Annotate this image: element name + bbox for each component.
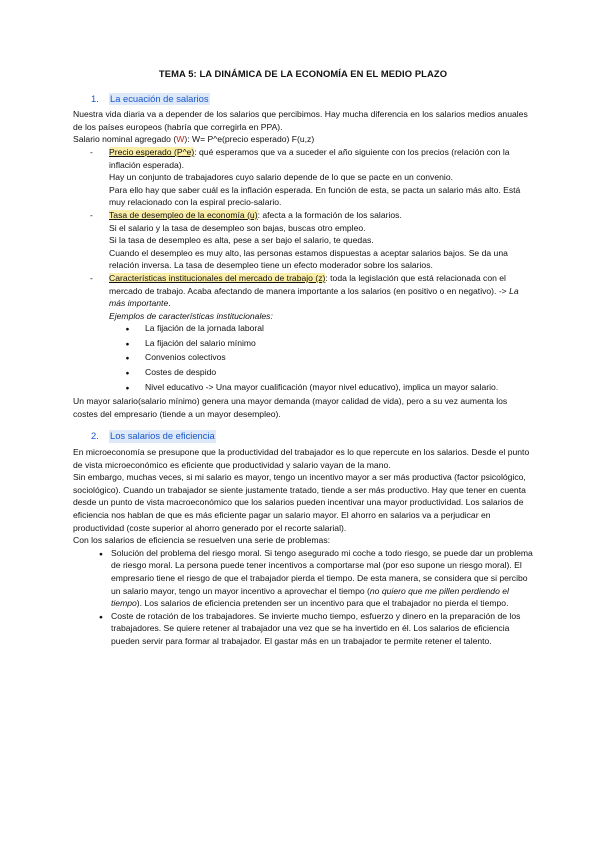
section-title: La ecuación de salarios [110, 92, 209, 104]
item-end: . [168, 298, 171, 309]
example-text: La fijación del salario mínimo [145, 337, 256, 348]
formula-line [73, 133, 533, 146]
factor-list [73, 146, 533, 322]
paragraph: En microeconomía se presupone que la productividad del trabajador es lo que repercute en los salarios. Desde el punto de vista microeconómico es eficiente que productividad y salario vayan de la mano. [73, 447, 530, 470]
item-text [109, 209, 533, 222]
bullet-text [111, 610, 533, 648]
bullet-italic: no quiero que me pillen perdiendo el tiempo [111, 585, 509, 609]
bullet-pre: Coste de rotación de los trabajadores. Se invierte mucho tiempo, esfuerzo y dinero en la preparación de los trabajadores. Se quiere retener al trabajador una vez que se ha invertido en él. Los salarios de eficiencia pueden servir para formar al trabajador. El gastar más en un trabajador te permite retener el talento. [111, 610, 521, 646]
bullet-icon [110, 351, 145, 366]
list-item [110, 322, 533, 337]
section-heading-2 [73, 430, 533, 443]
bullet-icon [110, 381, 145, 396]
paragraph: Un mayor salario(salario mínimo) genera una mayor demanda (mayor calidad de vida), pero a su vez aumenta los costes del empresario (tiende a un mayor desempleo). [73, 396, 508, 419]
page-title: TEMA 5: LA DINÁMICA DE LA ECONOMÍA EN EL MEDIO PLAZO [158, 68, 448, 79]
item-text [109, 146, 533, 171]
highlight-term: Tasa de desempleo de la economía (u) [109, 209, 258, 220]
section-number: 2. [91, 430, 99, 442]
item-line: Si el salario y la tasa de desempleo son bajas, buscas otro empleo. [109, 222, 366, 233]
section-heading-1 [73, 93, 533, 106]
list-item [91, 610, 533, 648]
item-line: Para ello hay que saber cuál es la inflación esperada. En función de esta, se pacta un salario más alto. Está muy relacionado con la espiral precio-salario. [109, 184, 521, 208]
bullet-text [111, 547, 533, 610]
section-title: Los salarios de eficiencia [110, 430, 215, 442]
bullet-pre: Solución del problema del riesgo moral. Si tengo asegurado mi coche a todo riesgo, se puede dar un problema de riesgo moral. La persona puede tener incentivos a comportarse mal (por eso supone un riesgo moral). El empresario tiene el riesgo de que el trabajador pierda el tiempo. De esta manera, se considera que si percibo un salario mayor, tengo un mayor incentivo a aprovechar el tiempo ( [111, 547, 533, 596]
item-desc: : afecta a la formación de los salarios. [257, 209, 402, 220]
paragraph: Con los salarios de eficiencia se resuelven una serie de problemas: [73, 535, 330, 546]
item-italic: La más importante [109, 285, 519, 309]
dash-marker: - [90, 272, 93, 283]
bullet-icon [91, 610, 111, 648]
list-item [110, 351, 533, 366]
bullet-icon [110, 366, 145, 381]
item-line: Cuando el desempleo es muy alto, las personas estamos dispuestas a aceptar salarios bajos. Se da una relación inversa. La tasa de desempleo tiene un efecto moderador sobre los salarios. [109, 247, 508, 271]
item-desc: : qué esperamos que va a suceder el año siguiente con los precios (relación con la inflación esperada). [109, 146, 510, 170]
item-text [109, 272, 533, 310]
paragraph: Sin embargo, muchas veces, si mi salario es mayor, tengo un incentivo mayor a ser más productiva (factor psicológico, sociológico). Cuando un trabajador se siente justamente tratado, tiende a ser más productivo. Hay que tener en cuenta desde un punto de vista macroeconómico que los salarios pueden incentivar una mayor productividad. Los salarios de eficiencia nos hablan de que es más eficiente pagar un salario mayor. El ahorro en salarios va a perjudicar en productividad (coste superior al ahorro generado por el recorte salarial). [73, 472, 526, 533]
example-text: Costes de despido [145, 367, 217, 378]
highlight-term: Características institucionales del mercado de trabajo (z) [109, 272, 326, 283]
example-text: Convenios colectivos [145, 352, 226, 363]
dash-marker: - [90, 209, 93, 220]
list-item [110, 337, 533, 352]
formula-post: ): W= P^e(precio esperado) F(u,z) [184, 134, 315, 145]
list-item [73, 146, 533, 209]
item-desc: : toda la legislación que está relacionada con el mercado de trabajo. Acaba afectando de manera importante a los salarios (en positivo o en negativo). -> [109, 272, 510, 296]
formula-w: W [176, 134, 185, 145]
section-number: 1. [91, 92, 99, 104]
bullet-icon [110, 322, 145, 337]
list-item [73, 209, 533, 272]
item-line: Hay un conjunto de trabajadores cuyo salario depende de lo que se pacte en un convenio. [109, 172, 453, 183]
formula-pre: Salario nominal agregado ( [73, 134, 177, 145]
problems-list [91, 547, 533, 648]
item-line: Si la tasa de desempleo es alta, pese a ser bajo el salario, te quedas. [109, 235, 374, 246]
examples-title: Ejemplos de características institucionales: [109, 310, 273, 321]
dash-marker: - [90, 146, 93, 157]
example-text: La fijación de la jornada laboral [145, 323, 264, 334]
bullet-post: ). Los salarios de eficiencia pretenden ser un incentivo para que el trabajador no pierda el tiempo. [136, 598, 509, 609]
bullet-icon [110, 337, 145, 352]
list-item [73, 272, 533, 322]
list-item [110, 366, 533, 381]
examples-list [110, 322, 533, 395]
list-item [91, 547, 533, 610]
bullet-icon [91, 547, 111, 610]
highlight-term: Precio esperado (P^e) [109, 146, 195, 157]
example-text: Nivel educativo -> Una mayor cualificación (mayor nivel educativo), implica un mayor salario. [145, 381, 499, 392]
paragraph: Nuestra vida diaria va a depender de los salarios que percibimos. Hay mucha diferencia en los salarios medios anuales de los países europeos (habría que corregirla en PPA). [73, 109, 528, 132]
document-page [73, 68, 533, 648]
list-item [110, 381, 533, 396]
